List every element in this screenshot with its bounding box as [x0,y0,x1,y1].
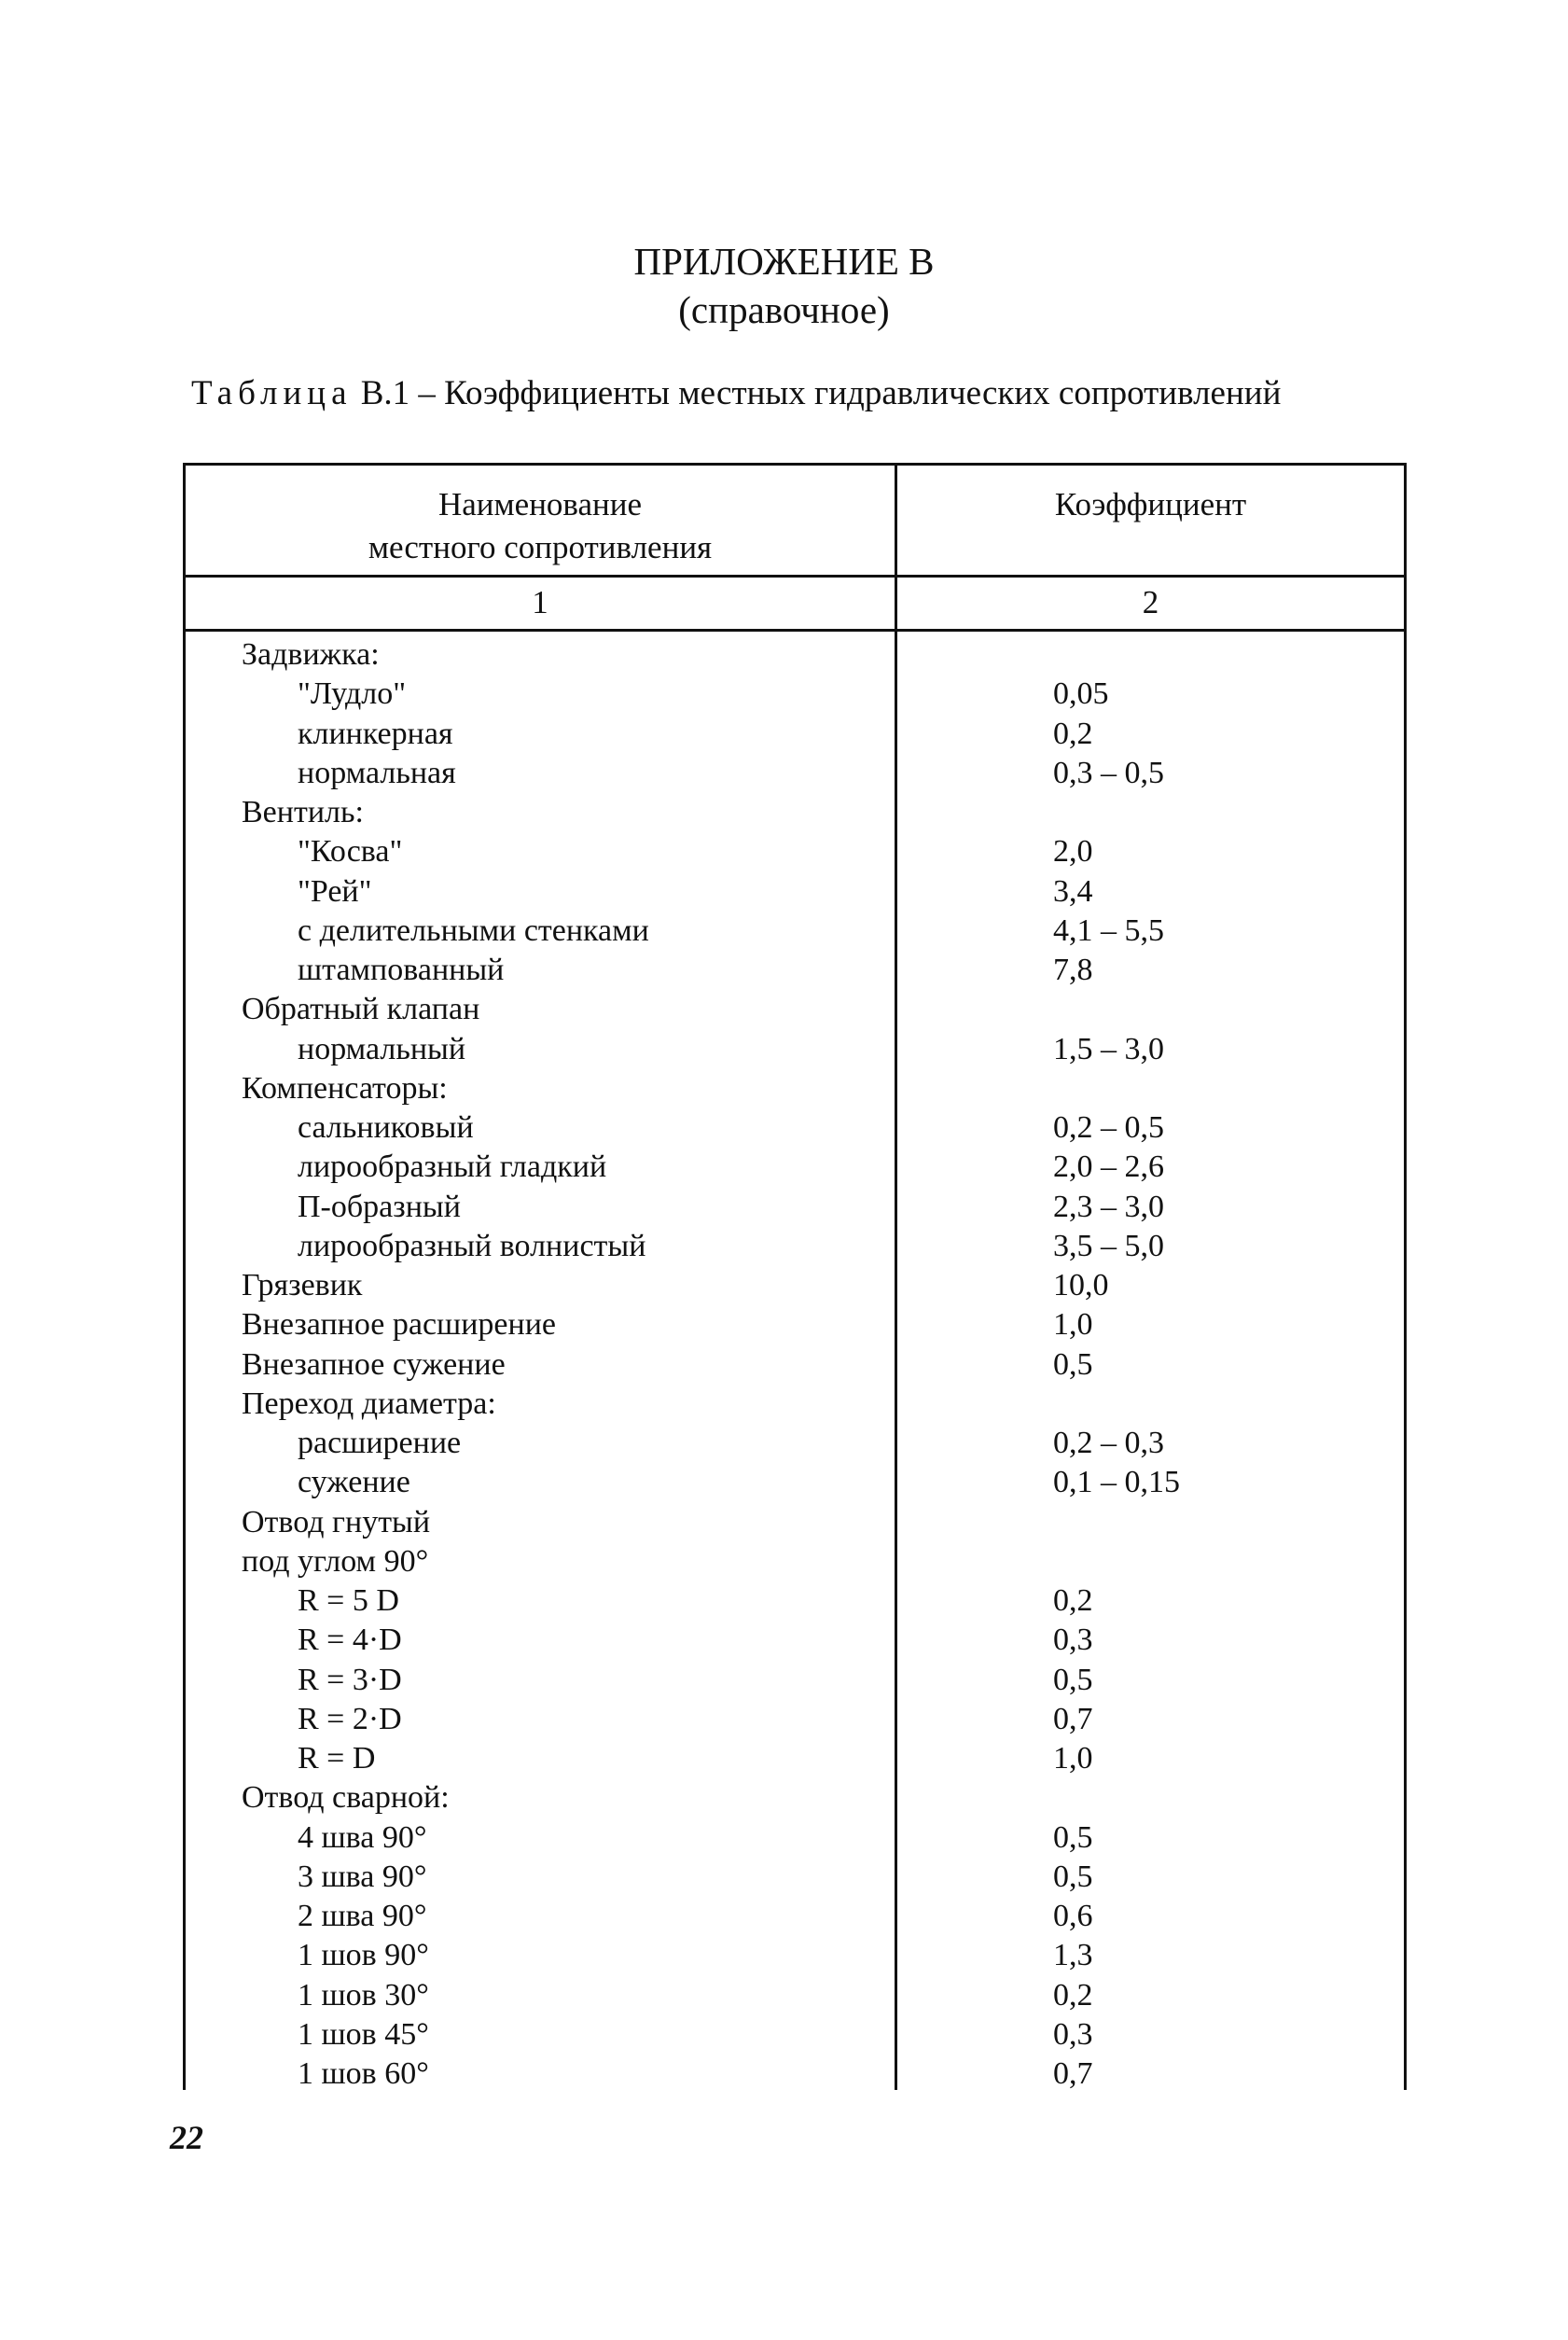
appendix-title: ПРИЛОЖЕНИЕ В [633,240,935,283]
row-value: 0,6 [1053,1899,1093,1933]
header-bottom-rule [183,575,1407,578]
table-row [186,1621,1404,1660]
row-name: R = 4·D [298,1623,402,1658]
appendix-subtitle: (справочное) [678,288,890,331]
row-value: 0,5 [1053,1859,1093,1894]
table-row [186,754,1404,793]
table-row [186,793,1404,832]
row-value: 0,1 – 0,15 [1053,1465,1180,1500]
row-value: 4,1 – 5,5 [1053,912,1164,948]
row-name: "Лудло" [298,676,407,712]
table-row [186,1385,1404,1424]
column-number-2: 2 [1142,584,1159,620]
row-name: "Косва" [298,834,403,870]
row-value: 1,0 [1053,1307,1093,1343]
row-value: 0,2 – 0,3 [1053,1426,1164,1460]
table-row [186,1188,1404,1227]
header-name-column [186,483,895,569]
page-number: 22 [170,2119,203,2156]
table-row [186,1542,1404,1581]
header-name-line-1: Наименование [437,486,643,522]
table-row [186,1739,1404,1778]
table-row [186,1108,1404,1148]
table-row [186,990,1404,1029]
row-value: 0,5 [1053,1819,1093,1855]
table-row [186,1266,1404,1305]
row-name: нормальная [298,755,456,790]
table-row [186,872,1404,912]
table-row [186,1227,1404,1266]
row-name: 4 шва 90° [298,1819,427,1855]
row-name: 1 шов 90° [298,1938,429,1973]
row-name: 1 шов 45° [298,2016,429,2052]
table-row [186,1581,1404,1621]
row-name: Компенсаторы: [242,1070,448,1106]
row-name: R = 2·D [298,1701,402,1736]
table-caption [191,371,1281,416]
row-value: 0,3 – 0,5 [1053,755,1164,790]
row-name: лирообразный волнистый [298,1228,646,1263]
row-name: под углом 90° [242,1543,429,1579]
row-value: 0,2 [1053,716,1093,751]
row-value: 2,3 – 3,0 [1053,1189,1164,1224]
row-value: 1,5 – 3,0 [1053,1031,1164,1066]
row-name: сужение [298,1465,410,1500]
row-name: нормальный [298,1031,466,1066]
row-name: П-образный [298,1189,461,1224]
row-value: 0,2 [1053,1977,1093,2013]
row-name: 1 шов 60° [298,2056,429,2091]
row-name: Вентиль: [242,795,364,829]
row-name: Грязевик [242,1268,363,1302]
table-row [186,832,1404,871]
table-row [186,1069,1404,1108]
row-value: 0,2 – 0,5 [1053,1110,1164,1145]
row-name: R = D [298,1741,376,1776]
row-name: Внезапное расширение [242,1307,556,1343]
row-value: 0,3 [1053,2016,1093,2052]
row-value: 2,0 – 2,6 [1053,1149,1164,1185]
table-row [186,675,1404,714]
table-row [186,1778,1404,1818]
row-name: "Рей" [298,873,372,909]
row-name: Внезапное сужение [242,1346,506,1382]
table-label: Таблица [191,374,353,412]
row-value: 0,7 [1053,2056,1093,2091]
row-name: лирообразный гладкий [298,1149,607,1185]
table-row [186,1936,1404,1975]
row-name: сальниковый [298,1110,474,1145]
column-number-1: 1 [532,584,548,620]
row-name: Переход диаметра: [242,1386,496,1421]
row-name: Отвод гнутый [242,1504,431,1539]
table-row [186,635,1404,675]
table-body [186,635,1404,2094]
row-value: 1,0 [1053,1741,1093,1776]
table-row [186,2015,1404,2054]
table-row [186,1858,1404,1897]
row-value: 0,5 [1053,1662,1093,1697]
table-row [186,1463,1404,1502]
table-row [186,1148,1404,1187]
row-value: 0,7 [1053,1701,1093,1736]
row-name: 3 шва 90° [298,1859,427,1894]
table-row [186,1700,1404,1739]
row-name: R = 3·D [298,1662,402,1697]
row-value: 0,3 [1053,1623,1093,1658]
table-row [186,951,1404,990]
row-value: 0,5 [1053,1346,1093,1382]
row-name: 2 шва 90° [298,1899,427,1933]
row-name: штампованный [298,953,505,987]
row-name: клинкерная [298,716,453,751]
row-value: 2,0 [1053,834,1093,870]
row-value: 3,5 – 5,0 [1053,1228,1164,1263]
row-name: Отвод сварной: [242,1780,450,1816]
row-value: 1,3 [1053,1938,1093,1973]
table-row [186,1503,1404,1542]
header-coefficient-column: Коэффициент [1054,486,1247,522]
table-row [186,1976,1404,2015]
row-value: 10,0 [1053,1268,1109,1302]
row-value: 0,2 [1053,1583,1093,1618]
row-name: с делительными стенками [298,912,649,948]
row-name: R = 5 D [298,1583,399,1618]
header-name-line-2: местного сопротивления [368,529,713,565]
table-row [186,715,1404,754]
row-name: Задвижка: [242,637,380,672]
table-caption-text: В.1 – Коэффициенты местных гидравлических сопротивлений [360,374,1282,412]
table-row [186,2054,1404,2094]
row-name: 1 шов 30° [298,1977,429,2013]
table-row [186,1897,1404,1936]
table-row [186,1345,1404,1385]
row-value: 7,8 [1053,953,1093,987]
table-row [186,912,1404,951]
table-row [186,1661,1404,1700]
column-number-rule [183,629,1407,632]
table-row [186,1305,1404,1344]
row-name: Обратный клапан [242,992,480,1027]
table-row [186,1818,1404,1858]
table-row [186,1424,1404,1463]
row-value: 0,05 [1053,676,1109,712]
row-value: 3,4 [1053,873,1093,909]
table-row [186,1030,1404,1069]
row-name: расширение [298,1426,462,1460]
